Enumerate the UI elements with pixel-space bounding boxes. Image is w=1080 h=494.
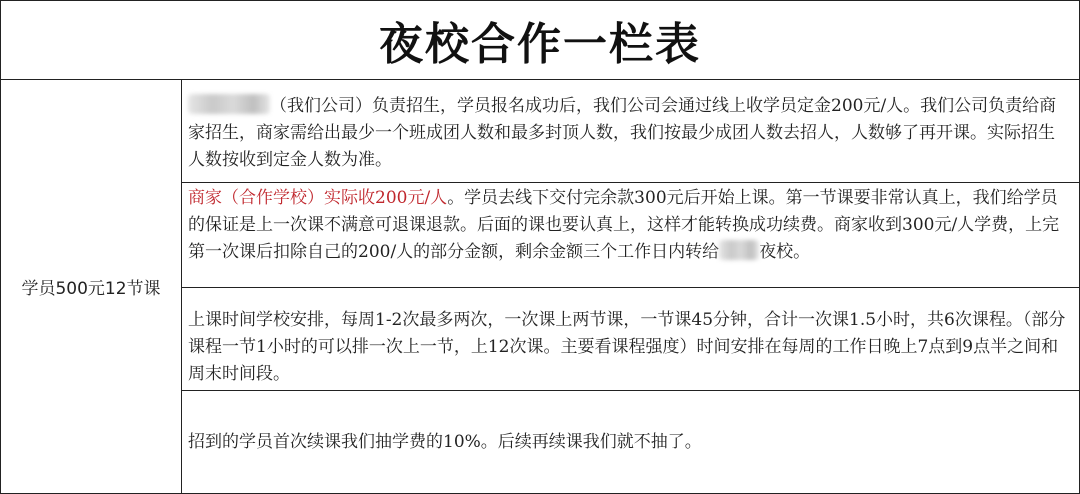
details-column [182,80,1079,493]
detail-text-2b: 夜校。 [759,242,811,262]
detail-text-2a: 。学员去线下交付完余款300元后开始上课。第一节课要非常认真上，我们给学员的保证是上一次课不满意可退课退款。后面的课也要认真上，这样才能转换成功续费。商家收到300元/人学费，上完第一次课后扣除自己的200/人的部分金额，剩余金额三个工作日内转给 [188,188,1060,262]
detail-row-schedule [182,288,1079,391]
category-cell [1,80,182,493]
redacted-name-2 [719,240,759,260]
title-row [1,1,1079,80]
detail-text-4: 招到的学员首次续课我们抽学费的10%。后续再续课我们就不抽了。 [188,432,702,452]
table-title: 夜校合作一栏表 [379,19,701,70]
detail-row-commission [182,391,1079,493]
detail-highlight-2: 商家（合作学校）实际收200元/人 [188,188,448,208]
detail-text-1: （我们公司）负责招生，学员报名成功后，我们公司会通过线上收学员定金200元/人。我们公司负责给商家招生，商家需给出最少一个班成团人数和最多封顶人数，我们按最少成团人数去招人，人数够了再开课。实际招生人数按收到定金人数为准。 [188,96,1057,170]
detail-row-payment [182,183,1079,288]
category-label: 学员500元12节课 [21,279,161,299]
detail-row-recruitment [182,80,1079,183]
redacted-company-name [188,94,270,114]
detail-text-3: 上课时间学校安排，每周1-2次最多两次，一次课上两节课，一节课45分钟，合计一次课1.5小时，共6次课程。（部分课程一节1小时的可以排一次上一节，上12次课。主要看课程强度）时间安排在每周的工作日晚上7点到9点半之间和周末时间段。 [188,310,1066,384]
